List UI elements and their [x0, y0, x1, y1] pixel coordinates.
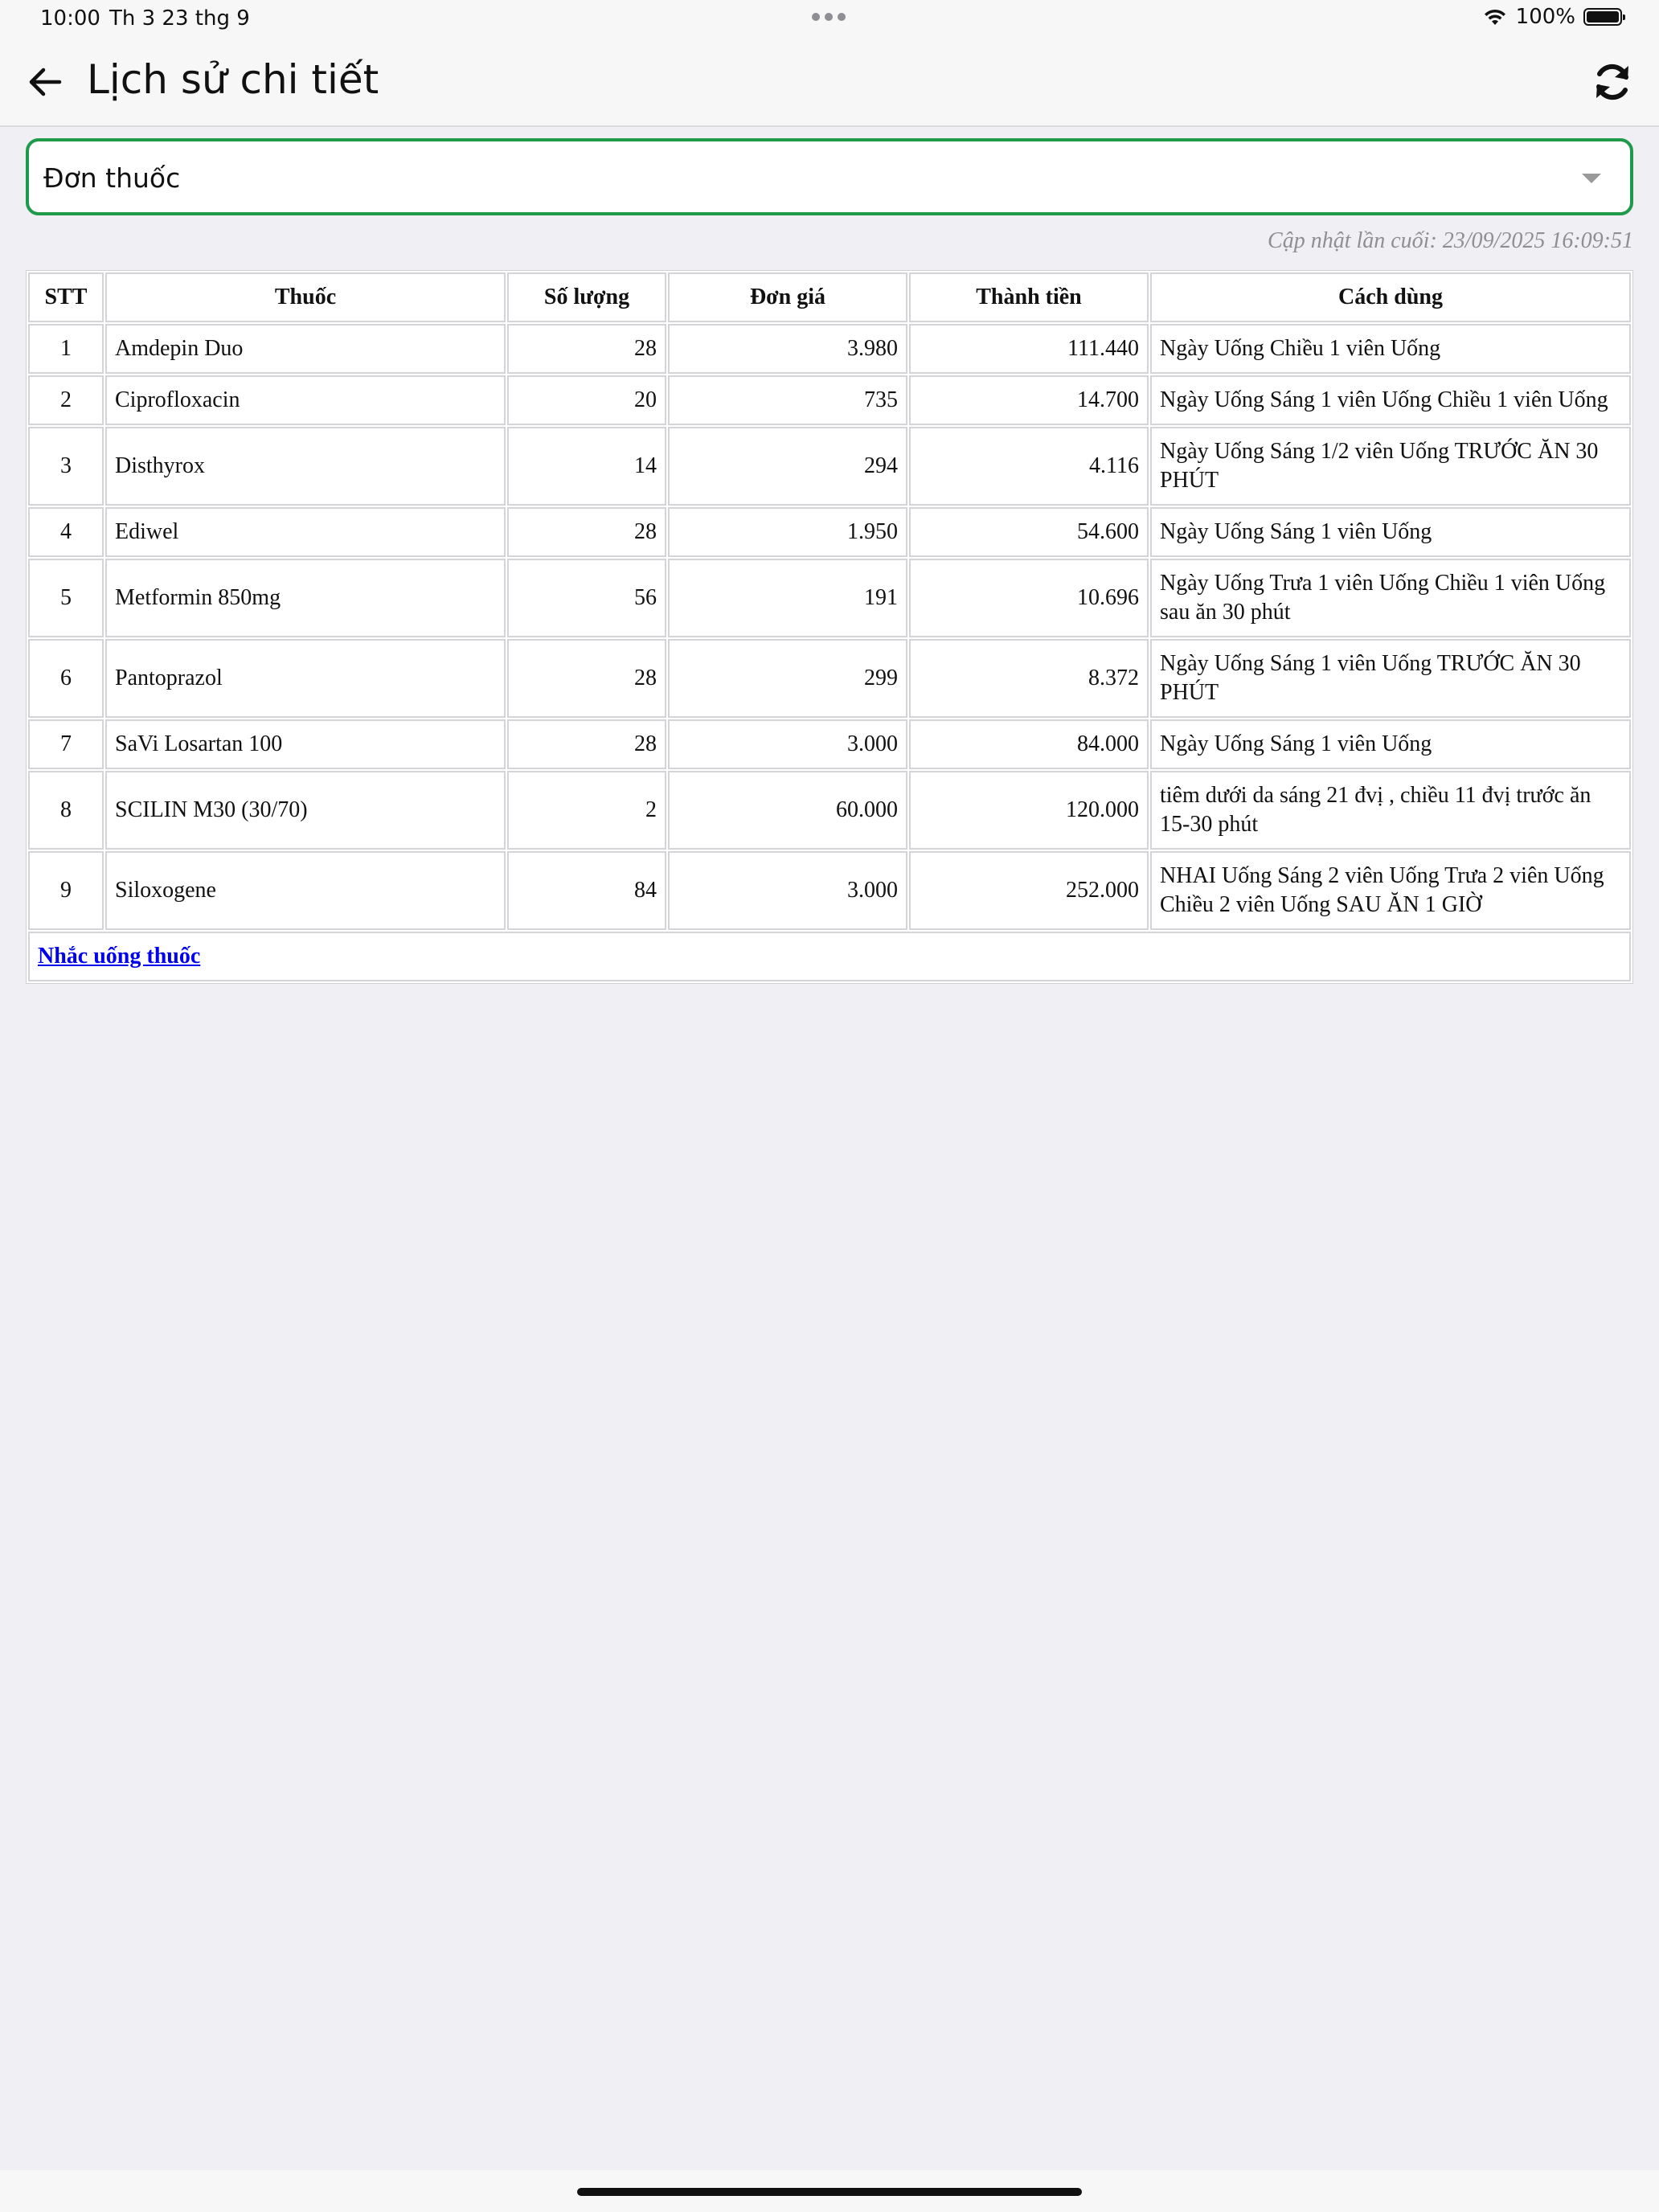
cell-stt: 3 — [28, 427, 104, 506]
page-title: Lịch sử chi tiết — [87, 56, 379, 103]
cell-usage: tiêm dưới da sáng 21 đvị , chiều 11 đvị trước ăn 15-30 phút — [1150, 771, 1631, 850]
cell-stt: 4 — [28, 507, 104, 557]
dropdown-selected-value: Đơn thuốc — [43, 162, 181, 194]
cell-total: 252.000 — [909, 851, 1149, 930]
back-arrow-icon[interactable] — [23, 59, 68, 104]
cell-qty: 28 — [507, 324, 666, 374]
cell-qty: 2 — [507, 771, 666, 850]
cell-qty: 28 — [507, 719, 666, 769]
cell-qty: 28 — [507, 507, 666, 557]
cell-stt: 8 — [28, 771, 104, 850]
cell-drug: Ciprofloxacin — [105, 375, 506, 425]
cell-price: 1.950 — [668, 507, 907, 557]
cell-drug: Amdepin Duo — [105, 324, 506, 374]
last-update-text: Cập nhật lần cuối: 23/09/2025 16:09:51 — [1268, 228, 1633, 253]
cell-total: 120.000 — [909, 771, 1149, 850]
cell-usage: Ngày Uống Sáng 1 viên Uống — [1150, 719, 1631, 769]
cell-total: 8.372 — [909, 639, 1149, 718]
status-indicators — [1482, 5, 1622, 29]
col-header-price: Đơn giá — [668, 272, 907, 322]
cell-stt: 9 — [28, 851, 104, 930]
col-header-stt: STT — [28, 272, 104, 322]
cell-price: 3.000 — [668, 719, 907, 769]
footer-cell — [28, 932, 1631, 981]
cell-drug: Metformin 850mg — [105, 559, 506, 637]
col-header-qty: Số lượng — [507, 272, 666, 322]
cell-stt: 1 — [28, 324, 104, 374]
cell-total: 111.440 — [909, 324, 1149, 374]
wifi-icon — [1482, 7, 1508, 27]
cell-usage: Ngày Uống Sáng 1 viên Uống — [1150, 507, 1631, 557]
cell-qty: 84 — [507, 851, 666, 930]
battery-percentage: 100% — [1515, 5, 1575, 29]
cell-usage: Ngày Uống Sáng 1/2 viên Uống TRƯỚC ĂN 30 PHÚT — [1150, 427, 1631, 506]
cell-usage: Ngày Uống Trưa 1 viên Uống Chiều 1 viên Uống sau ăn 30 phút — [1150, 559, 1631, 637]
battery-icon — [1583, 8, 1622, 26]
status-date: Th 3 23 thg 9 — [109, 6, 250, 31]
caret-down-icon — [1582, 174, 1601, 183]
cell-stt: 7 — [28, 719, 104, 769]
record-type-dropdown[interactable] — [26, 138, 1633, 215]
cell-usage: Ngày Uống Sáng 1 viên Uống TRƯỚC ĂN 30 PHÚT — [1150, 639, 1631, 718]
table-header-row — [28, 272, 1631, 322]
cell-drug: SCILIN M30 (30/70) — [105, 771, 506, 850]
table-row — [28, 375, 1631, 425]
cell-stt: 2 — [28, 375, 104, 425]
table-row — [28, 771, 1631, 850]
cell-usage: Ngày Uống Sáng 1 viên Uống Chiều 1 viên Uống — [1150, 375, 1631, 425]
cell-drug: Siloxogene — [105, 851, 506, 930]
table-row — [28, 427, 1631, 506]
table-footer-row — [28, 932, 1631, 981]
cell-qty: 14 — [507, 427, 666, 506]
cell-total: 14.700 — [909, 375, 1149, 425]
cell-qty: 20 — [507, 375, 666, 425]
col-header-usage: Cách dùng — [1150, 272, 1631, 322]
col-header-drug: Thuốc — [105, 272, 506, 322]
cell-qty: 56 — [507, 559, 666, 637]
cell-price: 3.980 — [668, 324, 907, 374]
medication-reminder-link[interactable]: Nhắc uống thuốc — [38, 944, 201, 969]
table-row — [28, 851, 1631, 930]
cell-total: 4.116 — [909, 427, 1149, 506]
status-bar — [0, 0, 1659, 39]
cell-stt: 6 — [28, 639, 104, 718]
prescription-table — [26, 270, 1633, 984]
table-row — [28, 324, 1631, 374]
refresh-icon[interactable] — [1588, 58, 1636, 106]
table-row — [28, 507, 1631, 557]
table-row — [28, 559, 1631, 637]
cell-price: 3.000 — [668, 851, 907, 930]
cell-price: 735 — [668, 375, 907, 425]
table-row — [28, 719, 1631, 769]
cell-total: 10.696 — [909, 559, 1149, 637]
cell-price: 299 — [668, 639, 907, 718]
cell-price: 294 — [668, 427, 907, 506]
cell-stt: 5 — [28, 559, 104, 637]
navigation-bar — [0, 39, 1659, 127]
cell-price: 191 — [668, 559, 907, 637]
col-header-total: Thành tiền — [909, 272, 1149, 322]
table-row — [28, 639, 1631, 718]
multitasking-dots-icon[interactable] — [812, 13, 846, 21]
cell-price: 60.000 — [668, 771, 907, 850]
home-indicator[interactable] — [577, 2188, 1082, 2196]
cell-drug: Pantoprazol — [105, 639, 506, 718]
cell-total: 84.000 — [909, 719, 1149, 769]
cell-qty: 28 — [507, 639, 666, 718]
cell-drug: SaVi Losartan 100 — [105, 719, 506, 769]
cell-usage: NHAI Uống Sáng 2 viên Uống Trưa 2 viên Uống Chiều 2 viên Uống SAU ĂN 1 GIỜ — [1150, 851, 1631, 930]
cell-drug: Ediwel — [105, 507, 506, 557]
status-time: 10:00 — [40, 6, 100, 31]
cell-total: 54.600 — [909, 507, 1149, 557]
cell-drug: Disthyrox — [105, 427, 506, 506]
cell-usage: Ngày Uống Chiều 1 viên Uống — [1150, 324, 1631, 374]
